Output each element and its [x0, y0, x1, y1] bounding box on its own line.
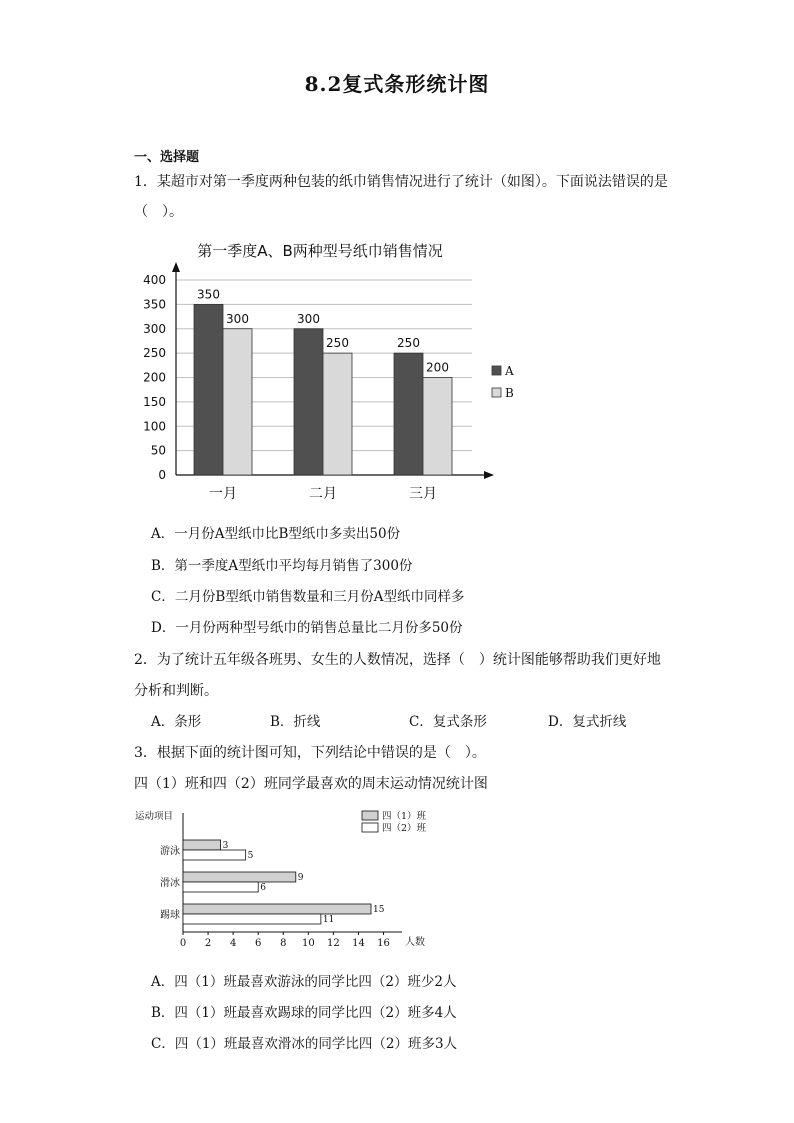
chart1-x-axis-arrow [484, 471, 494, 479]
chart1-y-tick-label: 100 [143, 419, 166, 434]
chart1-y-tick-label: 300 [143, 321, 166, 336]
chart1-data-label: 250 [397, 336, 420, 351]
chart1-bar-B [323, 353, 352, 475]
question-3-option-c[interactable]: C．四（1）班最喜欢滑冰的同学比四（2）班多3人 [151, 1036, 458, 1052]
chart1-y-tick-label: 250 [143, 346, 166, 361]
chart1-legend-label: B [505, 386, 514, 400]
chart1-bar-A [294, 329, 323, 475]
chart1-y-tick-label: 400 [143, 273, 166, 287]
chart2-data-label: 3 [222, 841, 229, 851]
chart2-legend-swatch [362, 811, 378, 820]
chart2-y-axis-label: 运动项目 [135, 811, 174, 822]
question-1-text: 1．某超市对第一季度两种包装的纸巾销售情况进行了统计（如图）。下面说法错误的是 [134, 174, 668, 190]
chart1-legend-swatch [492, 366, 501, 375]
chart2-x-axis-label: 人数 [405, 937, 425, 948]
question-2-text: 2．为了统计五年级各班男、女生的人数情况，选择（ ）统计图能够帮助我们更好地 [134, 652, 661, 668]
question-2-option-c[interactable]: C．复式条形 [409, 714, 487, 730]
question-2-text-cont: 分析和判断。 [134, 683, 218, 699]
chart2-legend-swatch [362, 823, 378, 832]
question-1-option-a[interactable]: A．一月份A型纸巾比B型纸巾多卖出50份 [151, 526, 401, 542]
chart2-bar [183, 872, 296, 882]
chart1-data-label: 300 [226, 311, 249, 326]
chart2-x-tick-label: 16 [377, 938, 390, 949]
question-2-option-d[interactable]: D．复式折线 [548, 714, 627, 730]
question-1-option-b[interactable]: B．第一季度A型纸巾平均每月销售了300份 [151, 558, 413, 574]
question-1-option-d[interactable]: D．一月份两种型号纸巾的销售总量比二月份多50份 [151, 620, 463, 636]
chart2-bar [183, 850, 246, 860]
chart1-y-tick-label: 150 [143, 394, 166, 409]
chart2-data-label: 5 [247, 851, 254, 861]
chart2-x-tick-label: 0 [179, 938, 187, 949]
chart2-bar [183, 882, 258, 892]
chart2-x-tick-label: 12 [327, 938, 340, 949]
chart1-bar-A [394, 353, 423, 475]
chart1-y-tick-label: 200 [143, 370, 166, 385]
chart2-data-label: 15 [373, 905, 385, 915]
chart2-data-label: 6 [260, 883, 266, 893]
question-2-option-b[interactable]: B．折线 [270, 714, 321, 730]
chart2-data-label: 9 [297, 873, 304, 883]
question-3-text: 3．根据下面的统计图可知，下列结论中错误的是（ ）。 [134, 745, 486, 761]
chart1-bar-A [194, 304, 223, 475]
question-1-text-cont: （ ）。 [134, 204, 183, 220]
chart2-y-tick-label: 游泳 [160, 846, 180, 857]
chart1-y-tick-label: 350 [143, 297, 166, 312]
chart2-legend-label: 四（1）班 [382, 811, 427, 822]
chart2-bar [183, 904, 371, 914]
chart1-bar-B [423, 378, 452, 476]
chart1-x-tick-label: 二月 [309, 486, 337, 502]
sales-bar-chart [130, 232, 514, 512]
chart2-bar [183, 840, 221, 850]
question-3-chart-caption: 四（1）班和四（2）班同学最喜欢的周末运动情况统计图 [134, 776, 488, 792]
chart2-bar [183, 914, 321, 924]
chart2-data-label: 11 [322, 915, 335, 925]
chart1-data-label: 200 [426, 360, 449, 375]
chart1-data-label: 250 [326, 336, 349, 351]
chart1-bar-B [223, 329, 252, 475]
section-heading: 一、选择题 [134, 150, 200, 165]
chart2-x-tick-label: 6 [255, 938, 262, 949]
chart2-y-tick-label: 踢球 [160, 910, 180, 921]
chart2-x-tick-label: 10 [301, 938, 315, 949]
chart2-legend-label: 四（2）班 [382, 823, 427, 834]
chart1-y-axis-arrow [172, 262, 180, 272]
chart2-y-tick-label: 滑冰 [160, 878, 180, 889]
chart1-data-label: 300 [297, 311, 320, 326]
question-1-option-c[interactable]: C．二月份B型纸巾销售数量和三月份A型纸巾同样多 [151, 589, 465, 605]
chart1-y-tick-label: 50 [150, 443, 166, 458]
chart1-y-tick-label: 0 [158, 468, 166, 482]
chart1-legend-label: A [505, 364, 514, 378]
chart2-x-tick-label: 2 [204, 938, 212, 949]
question-3-option-b[interactable]: B．四（1）班最喜欢踢球的同学比四（2）班多4人 [151, 1005, 457, 1021]
question-2-option-a[interactable]: A．条形 [151, 714, 202, 730]
page-title: 8.2复式条形统计图 [304, 72, 490, 96]
chart1-legend-swatch [492, 388, 501, 397]
chart1-x-tick-label: 一月 [209, 486, 237, 502]
chart1-data-label: 350 [197, 287, 220, 302]
sports-horizontal-bar-chart [132, 805, 452, 955]
chart2-x-tick-label: 4 [229, 938, 237, 949]
chart2-x-tick-label: 8 [280, 938, 287, 949]
question-3-option-a[interactable]: A．四（1）班最喜欢游泳的同学比四（2）班少2人 [151, 974, 457, 990]
chart2-x-tick-label: 14 [352, 938, 365, 949]
chart1-x-tick-label: 三月 [409, 486, 437, 502]
chart1-title: 第一季度A、B两种型号纸巾销售情况 [197, 242, 443, 260]
